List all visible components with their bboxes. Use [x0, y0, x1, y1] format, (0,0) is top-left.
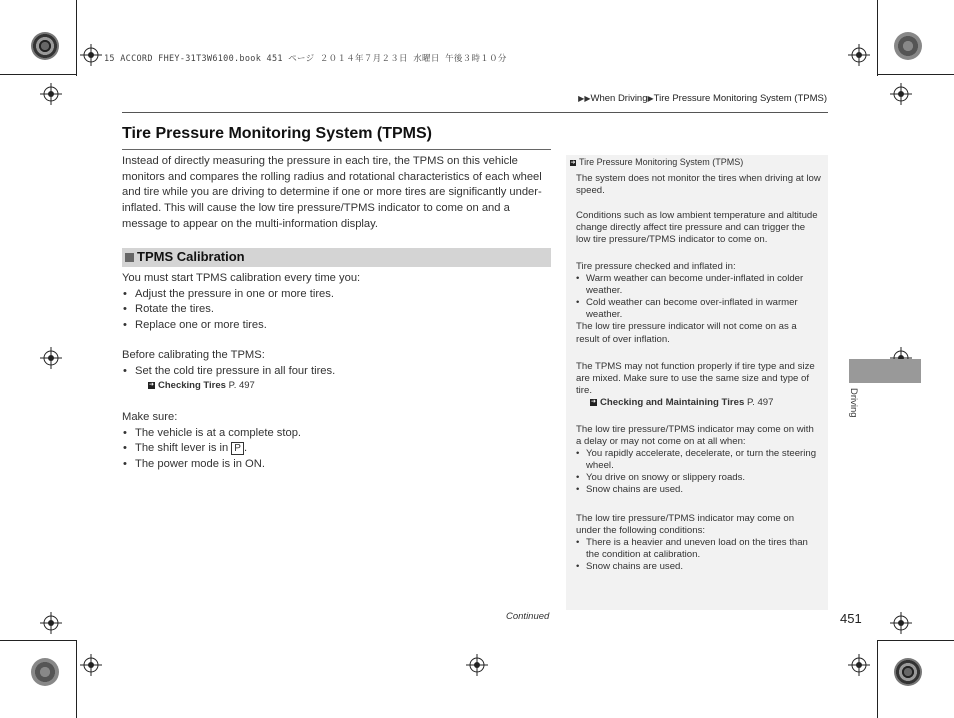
side-note-tail: The low tire pressure indicator will not come on as a result of over inflation.: [576, 321, 797, 345]
notes-marker-icon: ➜: [570, 159, 576, 166]
list-item: [122, 441, 550, 457]
make-sure-lead: Make sure:: [122, 411, 178, 423]
xref-page: P. 497: [746, 397, 774, 409]
registration-mark-icon: [848, 44, 870, 66]
calibration-reasons: [122, 271, 550, 334]
list-item: • Snow chains are used.: [576, 484, 821, 496]
xref-label[interactable]: Checking and Maintaining Tires: [600, 397, 745, 409]
list-item: • Warm weather can become under-inflated in colder weather.: [576, 273, 821, 297]
registration-mark-icon: [890, 612, 912, 634]
cross-reference-icon: ➜: [148, 382, 155, 389]
list-item: • Cold weather can become over-inflated in warmer weather.: [576, 297, 821, 321]
section-title: TPMS Calibration: [137, 249, 245, 264]
side-notes-panel: [566, 155, 828, 610]
registration-mark-icon: [890, 83, 912, 105]
breadcrumb-arrows-icon: ▶▶: [578, 94, 591, 103]
breadcrumb-part[interactable]: When Driving: [590, 93, 648, 104]
reasons-list: [122, 287, 550, 334]
continued-label: Continued: [506, 611, 550, 622]
side-note: The system does not monitor the tires when driving at low speed.: [576, 173, 821, 197]
before-lead: Before calibrating the TPMS:: [122, 349, 265, 361]
list-item: • Replace one or more tires.: [122, 318, 550, 334]
list-item: • Set the cold tire pressure in all four tires.: [122, 364, 550, 380]
side-note-lead: The low tire pressure/TPMS indicator may come on with a delay or may not come on at all when:: [576, 424, 814, 448]
list-item: • Snow chains are used.: [576, 561, 821, 573]
intro-paragraph: Instead of directly measuring the pressure in each tire, the TPMS on this vehicle monitors and compares the rolling radius and rotational characteristics of each wheel and tire while you are driving to determine if one or more tires are significantly under-inflated. This will cause the low tire pressure/TPMS indicator to come on and a message to appear on the multi-information display.: [122, 155, 542, 230]
registration-disc-icon: [31, 32, 59, 60]
print-meta-line: 15 ACCORD FHEY-31T3W6100.book 451 ページ ２０１４年７月２３日 水曜日 午後３時１０分: [104, 54, 507, 64]
list-item: • Rotate the tires.: [122, 302, 550, 318]
side-note: [576, 424, 821, 497]
side-list: [576, 273, 821, 321]
shift-lever-text: The shift lever is in: [135, 442, 229, 455]
registration-disc-icon: [31, 658, 59, 686]
side-note: [576, 513, 821, 573]
list-item: • The power mode is in ON.: [122, 457, 550, 473]
registration-mark-icon: [848, 654, 870, 676]
reasons-lead: You must start TPMS calibration every time you:: [122, 272, 361, 284]
side-heading-text: Tire Pressure Monitoring System (TPMS): [579, 157, 744, 167]
xref-page: P. 497: [228, 380, 255, 392]
side-note: Conditions such as low ambient temperature and altitude change directly affect tire pressure and can trigger the low tire pressure/TPMS indicator to come on.: [576, 210, 818, 246]
side-note-text: The TPMS may not function properly if tire type and size are mixed. Make sure to use the same size and type of tire.: [576, 361, 815, 397]
registration-mark-icon: [40, 612, 62, 634]
list-item: • You drive on snowy or slippery roads.: [576, 472, 821, 484]
list-item: • There is a heavier and uneven load on the tires than the condition at calibration.: [576, 537, 821, 561]
registration-mark-icon: [80, 654, 102, 676]
side-list: [576, 537, 821, 573]
page-title: Tire Pressure Monitoring System (TPMS): [122, 125, 432, 142]
make-sure: [122, 410, 550, 473]
side-list: [576, 448, 821, 496]
list-item: • You rapidly accelerate, decelerate, or turn the steering wheel.: [576, 448, 821, 472]
registration-mark-icon: [466, 654, 488, 676]
cross-reference[interactable]: [122, 379, 550, 392]
cross-reference-icon: ➜: [590, 399, 597, 406]
title-rule: [122, 149, 551, 150]
breadcrumb-separator-icon: ▶: [647, 94, 654, 103]
side-note-lead: The low tire pressure/TPMS indicator may come on under the following conditions:: [576, 513, 795, 537]
chapter-tab-label: Driving: [848, 388, 859, 418]
breadcrumb: [578, 93, 827, 104]
registration-disc-icon: [894, 658, 922, 686]
side-note: [576, 261, 821, 346]
xref-label[interactable]: Checking Tires: [158, 380, 226, 392]
side-notes-heading: [570, 156, 743, 168]
registration-mark-icon: [40, 83, 62, 105]
before-calibrating: [122, 348, 550, 392]
park-key-icon: P: [231, 442, 244, 455]
header-rule: [122, 112, 828, 113]
chapter-tab[interactable]: [849, 359, 921, 383]
make-sure-list: [122, 426, 550, 473]
breadcrumb-part[interactable]: Tire Pressure Monitoring System (TPMS): [653, 93, 827, 104]
registration-mark-icon: [80, 44, 102, 66]
page-number: 451: [840, 611, 862, 626]
before-list: [122, 364, 550, 380]
section-marker-icon: [125, 253, 134, 262]
list-item: • Adjust the pressure in one or more tires.: [122, 287, 550, 303]
list-item: • The vehicle is at a complete stop.: [122, 426, 550, 442]
side-note: [576, 361, 821, 409]
section-header: [122, 248, 551, 267]
cross-reference[interactable]: [576, 397, 821, 409]
registration-disc-icon: [894, 32, 922, 60]
registration-mark-icon: [40, 347, 62, 369]
side-note-lead: Tire pressure checked and inflated in:: [576, 261, 736, 272]
punctuation: .: [243, 442, 248, 455]
